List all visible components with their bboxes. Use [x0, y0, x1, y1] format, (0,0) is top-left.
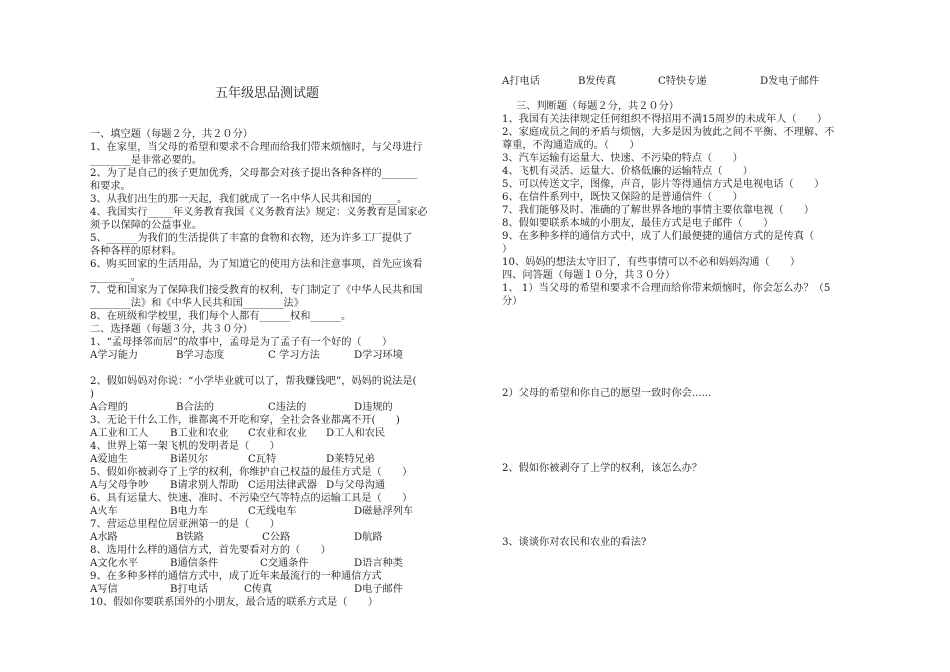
choice-3-option-d: D工人和农民 — [326, 428, 386, 439]
choice-3-option-b: B工业和农业 — [170, 428, 229, 439]
choice-1-option-c: C 学习方法 — [268, 350, 320, 361]
choice-5: 5、假如你被剥夺了上学的权利，你维护自己权益的最佳方式是（ ） — [90, 467, 413, 478]
judge-9-line-1: 9、在多种多样的通信方式中，成了人们最便捷的通信方式的是传真（ — [502, 231, 815, 242]
section-true-false-heading: 三、判断题（每题２分，共２０分） — [516, 101, 679, 112]
choice-2-option-a: A合理的 — [90, 402, 128, 413]
page-title: 五年级思品测试题 — [215, 86, 320, 101]
judge-3: 3、汽车运输有运量大、快速、不污染的特点（ ） — [502, 153, 743, 164]
question-7-line-2: ________法》和《中华人民共和国________法》 — [90, 298, 304, 309]
choice-9: 9、在多种多样的通信方式中，成了近年来最流行的一种通信方式 — [90, 571, 382, 582]
choice-4-option-a: A爱迪生 — [90, 454, 128, 465]
question-3: 3、从我们出生的那一天起，我们就成了一名中华人民共和国的_____。 — [90, 194, 408, 205]
choice-6-option-b: B电力车 — [170, 506, 209, 517]
choice-10: 10、假如你要联系国外的小朋友，最合适的联系方式是（ ） — [90, 597, 379, 608]
qa-3: 3、谈谈你对农民和农业的看法? — [502, 537, 647, 548]
choice-6-option-a: A火车 — [90, 506, 118, 517]
choice-6-option-c: C无线电车 — [248, 506, 297, 517]
judge-7: 7、我们能够及时、准确的了解世界各地的事情主要依靠电视（ ） — [502, 205, 815, 216]
qa-1-line-2: 分） — [502, 296, 523, 307]
judge-2-line-1: 2、家庭成员之间的矛盾与烦恼，大多是因为彼此之间不平衡、不理解、不 — [502, 127, 835, 138]
choice-2-line-1: 2、假如妈妈对你说：“小学毕业就可以了，帮我赚钱吧”，妈妈的说法是( — [90, 376, 417, 387]
choice-10-option-d: D发电子邮件 — [760, 76, 820, 87]
choice-2-option-d: D违规的 — [354, 402, 393, 413]
choice-7-option-a: A水路 — [90, 532, 118, 543]
choice-6: 6、具有运量大、快速、准时、不污染空气等特点的运输工具是（ ） — [90, 493, 413, 504]
choice-4-option-c: C瓦特 — [248, 454, 277, 465]
choice-1-option-d: D学习环境 — [354, 350, 403, 361]
choice-8-option-a: A文化水平 — [90, 558, 139, 569]
choice-8-option-c: C交通条件 — [260, 558, 309, 569]
choice-5-option-c: C运用法律武器 — [248, 480, 317, 491]
question-5-line-1: 5、______为我们的生活提供了丰富的食物和衣物，还为许多工厂提供了 — [90, 233, 413, 244]
choice-1: 1、“孟母择邻而居”的故事中，孟母是为了孟子有一个好的（ ） — [90, 337, 393, 348]
question-4-line-2: 须予以保障的公益事业。 — [90, 220, 203, 231]
choice-1-option-b: B学习态度 — [176, 350, 225, 361]
section-fill-blank-heading: 一、填空题（每题２分，共２０分） — [90, 129, 253, 140]
question-1-line-1: 1、在家里，当父母的希望和要求不合理而给我们带来烦恼时，与父母进行 — [90, 142, 423, 153]
choice-7: 7、营运总里程位居亚洲第一的是（ ） — [90, 519, 280, 530]
question-5-line-2: 各种各样的原材料。 — [90, 246, 182, 257]
section-qa-heading: 四、问答题（每题１０分，共３０分） — [502, 270, 676, 281]
qa-1-line-1: 1、 1）当父母的希望和要求不合理而给你带来烦恼时，你会怎么办？（5 — [502, 283, 831, 294]
choice-8: 8、选用什么样的通信方式，首先要看对方的（ ） — [90, 545, 331, 556]
question-8: 8、在班级和学校里，我们每个人都有______权和______。 — [90, 311, 352, 322]
question-2-line-2: 和要求。 — [90, 181, 131, 192]
question-7-line-1: 7、党和国家为了保障我们接受教育的权利，专门制定了《中华人民共和国 — [90, 285, 423, 296]
choice-5-option-a: A与父母争吵 — [90, 480, 149, 491]
choice-5-option-d: D与父母沟通 — [326, 480, 386, 491]
choice-7-option-c: C公路 — [262, 532, 291, 543]
judge-9-line-2: ） — [502, 244, 513, 255]
choice-5-option-b: B请求别人帮助 — [170, 480, 239, 491]
question-6-line-1: 6、购买回家的生活用品，为了知道它的使用方法和注意事项，首先应该看 — [90, 259, 423, 270]
judge-6: 6、在信件系列中，既快又保险的是普通信件（ ） — [502, 192, 743, 203]
choice-6-option-d: D磁悬浮列车 — [354, 506, 414, 517]
choice-3-option-a: A工业和工人 — [90, 428, 149, 439]
choice-10-option-a: A打电话 — [502, 76, 540, 87]
choice-2-option-b: B合法的 — [176, 402, 215, 413]
choice-2-line-2: ) — [90, 389, 94, 400]
choice-8-option-b: B通信条件 — [170, 558, 219, 569]
choice-7-option-b: B铁路 — [176, 532, 204, 543]
choice-4-option-d: D莱特兄弟 — [326, 454, 375, 465]
choice-9-option-b: B打电话 — [170, 584, 209, 595]
choice-4: 4、世界上第一架飞机的发明者是（ ） — [90, 441, 280, 452]
choice-4-option-b: B诺贝尔 — [170, 454, 209, 465]
choice-9-option-a: A写信 — [90, 584, 118, 595]
choice-10-option-c: C特快专递 — [658, 76, 707, 87]
choice-3: 3、无论干什么工作，谁都离不开吃和穿，全社会各业都离不开( ) — [90, 415, 400, 426]
choice-8-option-d: D语言种类 — [354, 558, 403, 569]
choice-9-option-d: D电子邮件 — [354, 584, 403, 595]
question-4-line-1: 4、我国实行_____年义务教育我国《义务教育法》规定：义务教育是国家必 — [90, 207, 428, 218]
judge-5: 5、可以传送文字，图像，声音，影片等得通信方式是电视电话（ ） — [502, 179, 825, 190]
judge-10: 10、妈妈的想法太守旧了，有些事情可以不必和妈妈沟通（ ） — [502, 257, 801, 268]
choice-3-option-c: C农业和农业 — [248, 428, 307, 439]
choice-9-option-c: C传真 — [244, 584, 273, 595]
judge-4: 4、飞机有灵活、运量大、价格低廉的运输特点（ ） — [502, 166, 753, 177]
choice-2-option-c: C违法的 — [268, 402, 307, 413]
qa-2: 2、假如你被剥夺了上学的权利，该怎么办？ — [502, 463, 703, 474]
qa-1-part-2: 2）父母的希望和你自己的愿望一致时你会...... — [502, 388, 712, 399]
question-2-line-1: 2、为了是自己的孩子更加优秀，父母都会对孩子提出各种各样的_______ — [90, 168, 418, 179]
section-choice-heading: 二、选择题（每题３分，共３０分） — [90, 324, 253, 335]
choice-1-option-a: A学习能力 — [90, 350, 139, 361]
question-1-line-2: ________是非常必要的。 — [90, 155, 203, 166]
judge-1: 1、我国有关法律规定任何组织不得招用不满15周岁的未成年人（ ） — [502, 114, 828, 125]
choice-7-option-d: D航路 — [354, 532, 383, 543]
judge-8: 8、假如要联系本城的小朋友，最佳方式是电子邮件（ ） — [502, 218, 774, 229]
question-6-line-2: ________。 — [90, 272, 141, 283]
choice-10-option-b: B发传真 — [578, 76, 617, 87]
judge-2-line-2: 尊重，不沟通造成的。（ ） — [502, 140, 640, 151]
